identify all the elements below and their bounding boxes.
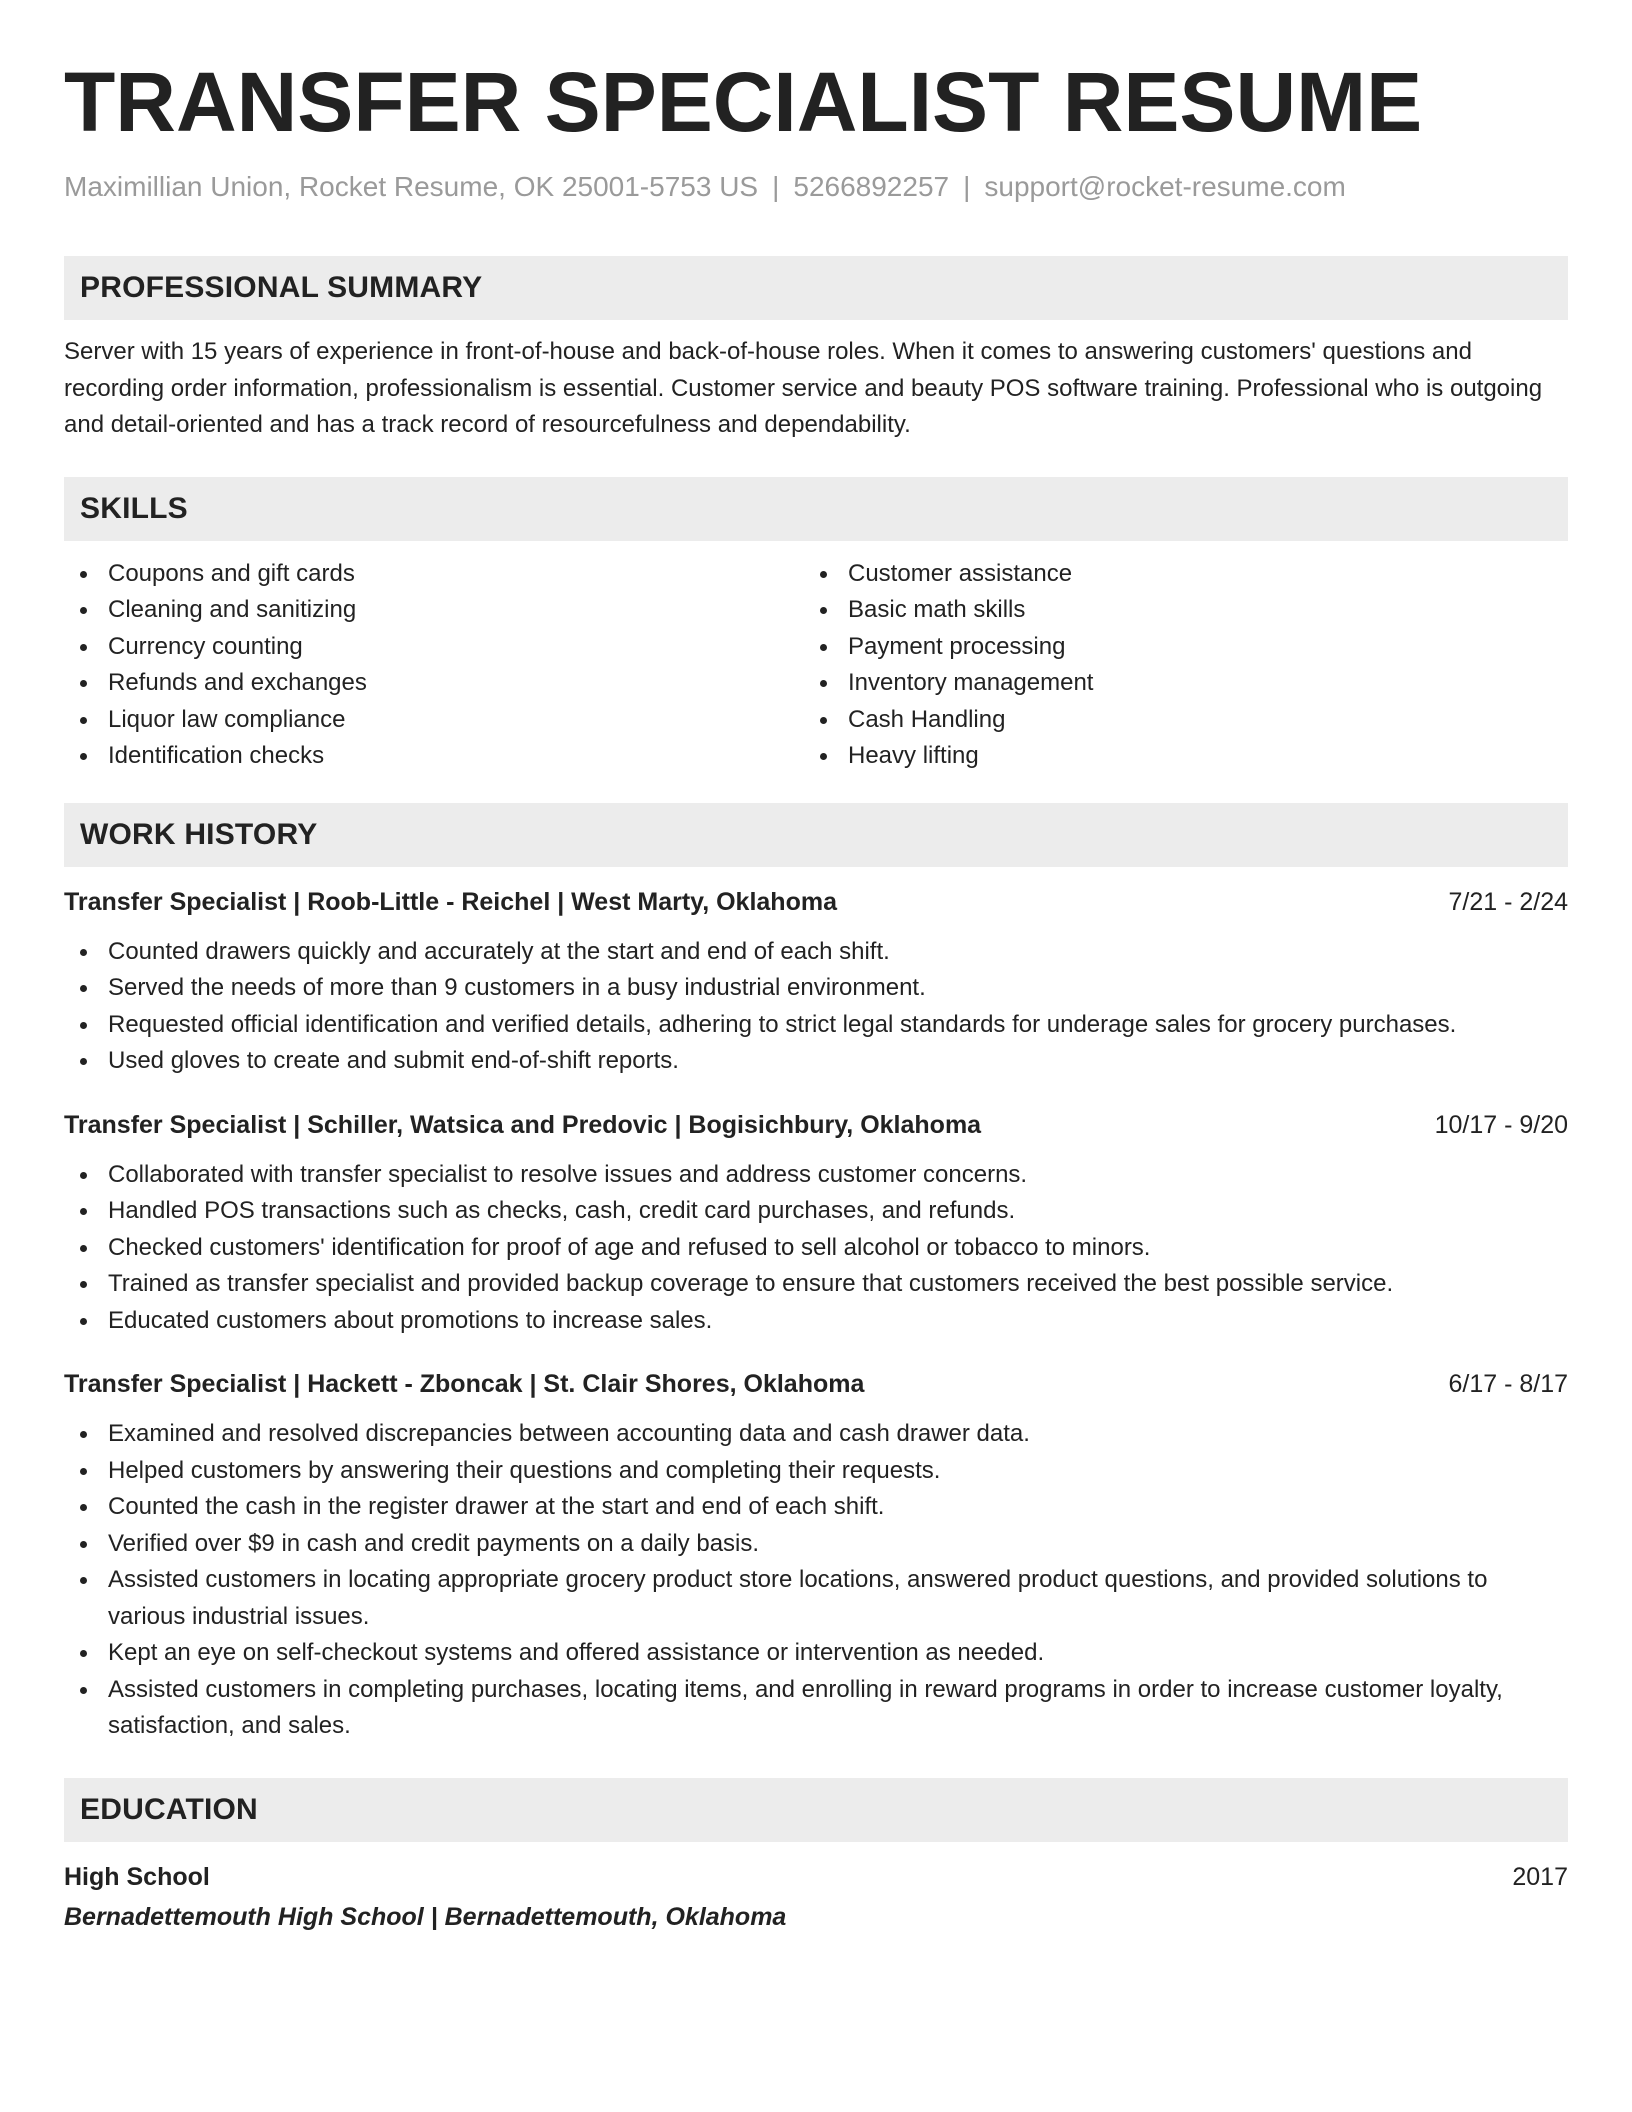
section-header-work-history: WORK HISTORY	[64, 803, 1568, 867]
skills-column-left	[64, 556, 804, 775]
skill-item: Refunds and exchanges	[64, 665, 804, 702]
skill-item: Payment processing	[804, 629, 1544, 666]
job-dates: 7/21 - 2/24	[1448, 887, 1568, 916]
contact-line	[64, 170, 1568, 204]
job-bullet: Trained as transfer specialist and provided backup coverage to ensure that customers received the best possible service.	[64, 1266, 1568, 1303]
job-entry	[64, 1108, 1568, 1340]
contact-separator: |	[772, 171, 780, 202]
education-school: Bernadettemouth High School | Bernadettemouth, Oklahoma	[64, 1902, 787, 1931]
job-bullet: Handled POS transactions such as checks, cash, credit card purchases, and refunds.	[64, 1193, 1568, 1230]
section-header-education: EDUCATION	[64, 1778, 1568, 1842]
job-bullet: Checked customers' identification for proof of age and refused to sell alcohol or tobacco to minors.	[64, 1230, 1568, 1267]
job-header	[64, 1367, 1568, 1401]
job-bullet: Collaborated with transfer specialist to resolve issues and address customer concerns.	[64, 1157, 1568, 1194]
section-header-skills: SKILLS	[64, 477, 1568, 541]
skill-item: Customer assistance	[804, 556, 1544, 593]
job-bullet: Counted drawers quickly and accurately at the start and end of each shift.	[64, 934, 1568, 971]
job-title: Transfer Specialist | Schiller, Watsica and Predovic | Bogisichbury, Oklahoma	[64, 1110, 982, 1139]
skill-item: Liquor law compliance	[64, 702, 804, 739]
education-header	[64, 1860, 1568, 1894]
job-bullet: Used gloves to create and submit end-of-shift reports.	[64, 1043, 1568, 1080]
job-title: Transfer Specialist | Hackett - Zboncak | St. Clair Shores, Oklahoma	[64, 1370, 865, 1398]
job-entry	[64, 1367, 1568, 1745]
job-bullet-list	[64, 1157, 1568, 1340]
job-bullet: Requested official identification and verified details, adhering to strict legal standards for underage sales for grocery purchases.	[64, 1007, 1568, 1044]
job-bullet: Served the needs of more than 9 customers in a busy industrial environment.	[64, 970, 1568, 1007]
skill-item: Basic math skills	[804, 592, 1544, 629]
skill-item: Inventory management	[804, 665, 1544, 702]
contact-address: Maximillian Union, Rocket Resume, OK 25001-5753 US	[64, 171, 759, 202]
job-bullet-list	[64, 1416, 1568, 1745]
job-bullet: Assisted customers in locating appropriate grocery product store locations, answered product questions, and provided solutions to various industrial issues.	[64, 1562, 1568, 1635]
skill-item: Currency counting	[64, 629, 804, 666]
skills-column-right	[804, 556, 1544, 775]
education-year: 2017	[1512, 1862, 1568, 1891]
job-bullet: Kept an eye on self-checkout systems and offered assistance or intervention as needed.	[64, 1635, 1568, 1672]
skill-item: Cleaning and sanitizing	[64, 592, 804, 629]
job-bullet: Educated customers about promotions to increase sales.	[64, 1303, 1568, 1340]
job-bullet: Counted the cash in the register drawer at the start and end of each shift.	[64, 1489, 1568, 1526]
education-degree: High School	[64, 1862, 210, 1891]
job-title: Transfer Specialist | Roob-Little - Reichel | West Marty, Oklahoma	[64, 887, 837, 916]
job-bullet: Verified over $9 in cash and credit payments on a daily basis.	[64, 1526, 1568, 1563]
job-bullet: Examined and resolved discrepancies between accounting data and cash drawer data.	[64, 1416, 1568, 1453]
contact-phone: 5266892257	[793, 171, 950, 202]
resume-title: TRANSFER SPECIALIST RESUME	[64, 55, 1423, 149]
skills-list	[64, 556, 1568, 775]
job-bullet-list	[64, 934, 1568, 1080]
skill-item: Identification checks	[64, 738, 804, 775]
skill-item: Cash Handling	[804, 702, 1544, 739]
job-bullet: Helped customers by answering their questions and completing their requests.	[64, 1453, 1568, 1490]
skill-item: Heavy lifting	[804, 738, 1544, 775]
contact-separator: |	[963, 171, 971, 202]
job-bullet: Assisted customers in completing purchases, locating items, and enrolling in reward programs in order to increase customer loyalty, satisfaction, and sales.	[64, 1672, 1568, 1745]
skill-item: Coupons and gift cards	[64, 556, 804, 593]
summary-text: Server with 15 years of experience in front-of-house and back-of-house roles. When it comes to answering customers' questions and recording order information, professionalism is essential. Customer service and beauty POS software training. Professional who is outgoing and detail-oriented and has a track record of resourcefulness and dependability.	[64, 338, 1543, 438]
job-header	[64, 885, 1568, 919]
contact-email: support@rocket-resume.com	[984, 171, 1346, 202]
job-header	[64, 1108, 1568, 1142]
job-dates: 10/17 - 9/20	[1434, 1110, 1568, 1139]
job-entry	[64, 885, 1568, 1080]
job-dates: 6/17 - 8/17	[1448, 1370, 1568, 1398]
section-header-summary: PROFESSIONAL SUMMARY	[64, 256, 1568, 320]
